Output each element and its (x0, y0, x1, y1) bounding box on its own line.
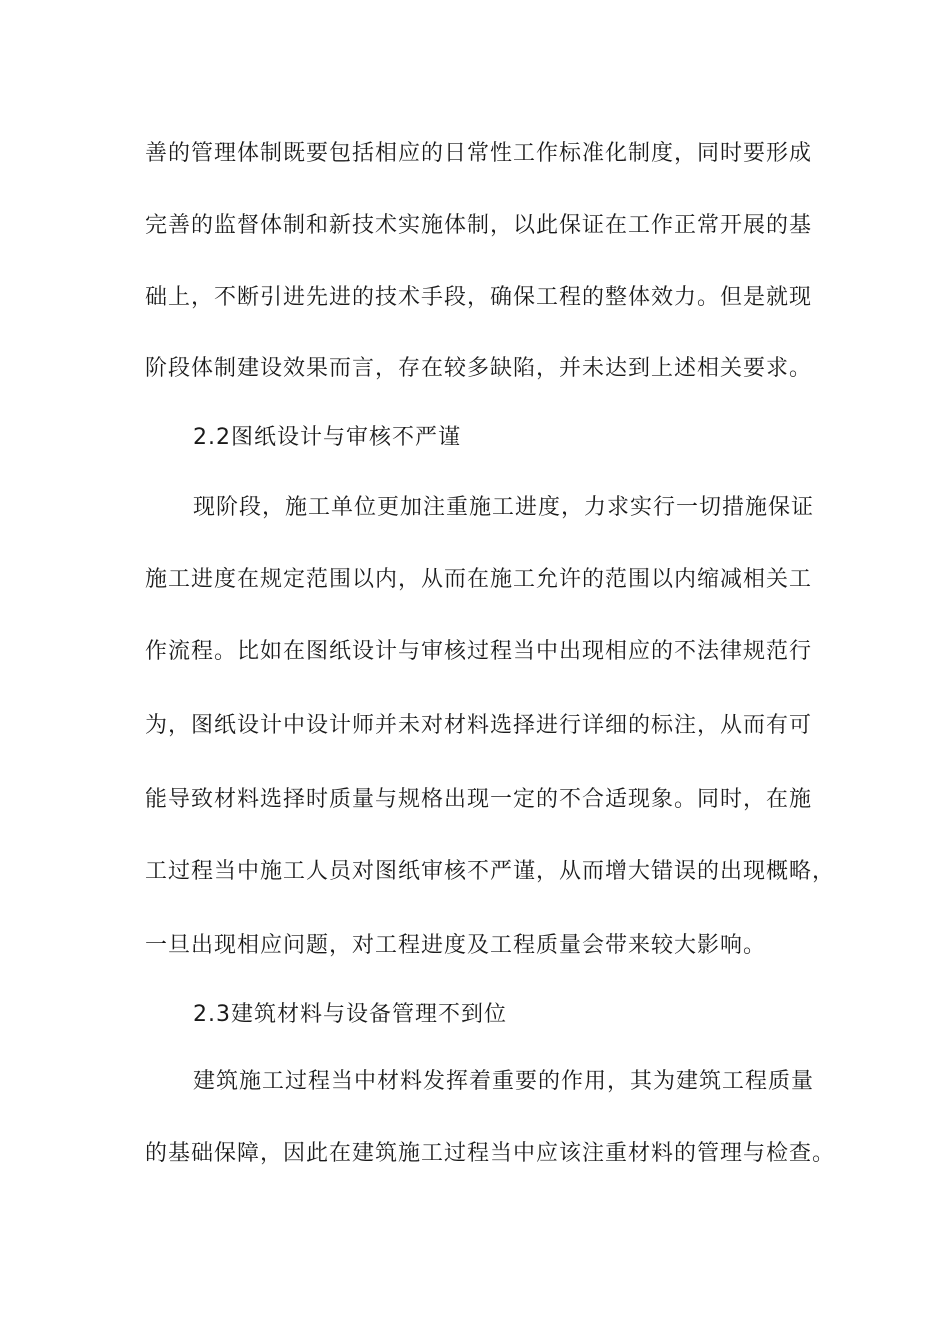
section-heading-2-2: 2.2图纸设计与审核不严谨 (193, 425, 461, 450)
paragraph-line: 一旦出现相应问题，对工程进度及工程质量会带来较大影响。 (145, 933, 767, 958)
paragraph-line: 能导致材料选择时质量与规格出现一定的不合适现象。同时，在施 (145, 787, 813, 812)
section-heading-2-3: 2.3建筑材料与设备管理不到位 (193, 1002, 507, 1027)
paragraph-line: 阶段体制建设效果而言，存在较多缺陷，并未达到上述相关要求。 (145, 356, 813, 381)
paragraph-line: 为，图纸设计中设计师并未对材料选择进行详细的标注，从而有可 (145, 713, 813, 738)
paragraph-line: 善的管理体制既要包括相应的日常性工作标准化制度，同时要形成 (145, 141, 813, 166)
paragraph-line: 的基础保障，因此在建筑施工过程当中应该注重材料的管理与检查。 (145, 1141, 836, 1166)
paragraph-line: 作流程。比如在图纸设计与审核过程当中出现相应的不法律规范行 (145, 639, 813, 664)
paragraph-line: 建筑施工过程当中材料发挥着重要的作用，其为建筑工程质量 (193, 1069, 815, 1094)
paragraph-line: 工过程当中施工人员对图纸审核不严谨，从而增大错误的出现概略， (145, 859, 836, 884)
paragraph-line: 完善的监督体制和新技术实施体制，以此保证在工作正常开展的基 (145, 213, 813, 238)
paragraph-line: 施工进度在规定范围以内，从而在施工允许的范围以内缩减相关工 (145, 567, 813, 592)
paragraph-line: 础上，不断引进先进的技术手段，确保工程的整体效力。但是就现 (145, 285, 813, 310)
paragraph-line: 现阶段，施工单位更加注重施工进度，力求实行一切措施保证 (193, 495, 815, 520)
